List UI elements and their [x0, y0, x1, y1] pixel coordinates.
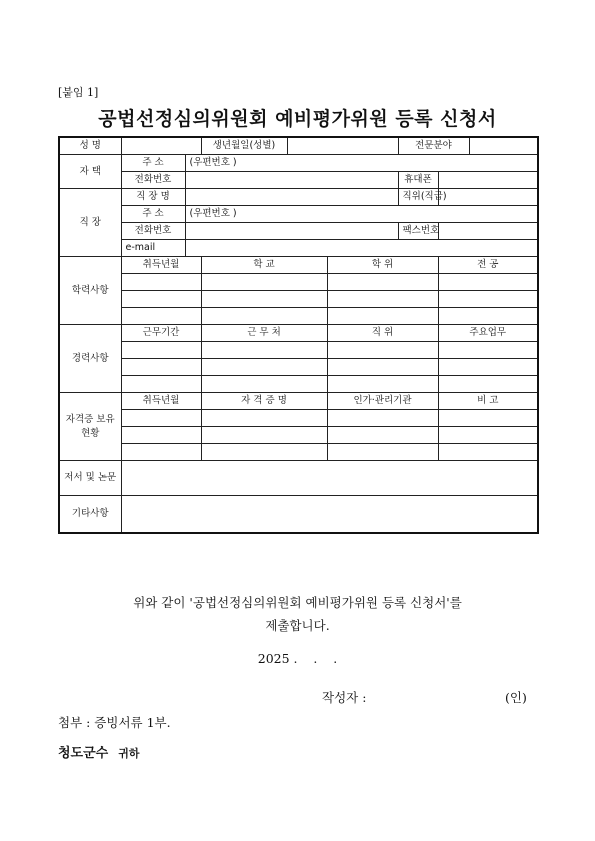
career-header-duties: 주요업무 [438, 325, 538, 342]
work-address-label: 주 소 [121, 206, 185, 223]
mobile-label: 휴대폰 [398, 172, 438, 189]
education-cell[interactable] [438, 274, 538, 291]
career-cell[interactable] [121, 342, 201, 359]
education-header-date: 취득년월 [121, 257, 201, 274]
education-cell[interactable] [201, 308, 327, 325]
papers-label: 저서 및 논문 [59, 461, 121, 496]
license-row [59, 444, 538, 461]
work-address-field[interactable]: (우편번호 ) [185, 206, 538, 223]
license-header-date: 취득년월 [121, 393, 201, 410]
papers-field[interactable] [121, 461, 538, 496]
education-header-degree: 학 위 [327, 257, 438, 274]
career-cell[interactable] [201, 359, 327, 376]
declaration-line-2: 제출합니다. [265, 618, 330, 633]
education-cell[interactable] [327, 274, 438, 291]
position-field[interactable] [438, 189, 538, 206]
career-cell[interactable] [438, 376, 538, 393]
career-row [59, 359, 538, 376]
career-header-employer: 근 무 처 [201, 325, 327, 342]
workplace-field[interactable] [185, 189, 398, 206]
license-header-name: 자 격 증 명 [201, 393, 327, 410]
work-phone-field[interactable] [185, 223, 398, 240]
fax-field[interactable] [438, 223, 538, 240]
license-cell[interactable] [438, 444, 538, 461]
enclosure-note: 첨부 : 증빙서류 1부. [58, 715, 171, 730]
career-cell[interactable] [121, 359, 201, 376]
home-phone-label: 전화번호 [121, 172, 185, 189]
education-cell[interactable] [201, 291, 327, 308]
position-label: 직위(직급) [398, 189, 438, 206]
education-row [59, 291, 538, 308]
license-cell[interactable] [438, 410, 538, 427]
education-header-school: 학 교 [201, 257, 327, 274]
career-cell[interactable] [327, 376, 438, 393]
home-phone-field[interactable] [185, 172, 398, 189]
career-row [59, 342, 538, 359]
education-cell[interactable] [438, 308, 538, 325]
license-cell[interactable] [121, 410, 201, 427]
work-section-label: 직 장 [59, 189, 121, 257]
license-cell[interactable] [327, 444, 438, 461]
license-row [59, 427, 538, 444]
etc-label: 기타사항 [59, 496, 121, 534]
submission-date: 2025 . . . [257, 651, 338, 666]
work-phone-label: 전화번호 [121, 223, 185, 240]
career-cell[interactable] [438, 359, 538, 376]
license-section-label: 자격증 보유현황 [59, 393, 121, 461]
career-cell[interactable] [121, 376, 201, 393]
birth-field[interactable] [287, 137, 398, 155]
education-cell[interactable] [121, 308, 201, 325]
declaration-line-1: 위와 같이 '공법선정심의위원회 예비평가위원 등록 신청서'를 [133, 595, 462, 610]
license-cell[interactable] [121, 444, 201, 461]
education-cell[interactable] [327, 308, 438, 325]
license-cell[interactable] [121, 427, 201, 444]
mobile-field[interactable] [438, 172, 538, 189]
career-cell[interactable] [201, 376, 327, 393]
license-header-authority: 인가·관리기관 [327, 393, 438, 410]
recipient-honorific: 귀하 [118, 747, 140, 760]
recipient [58, 742, 140, 761]
birth-label: 생년월일(성별) [201, 137, 287, 155]
email-field[interactable] [185, 240, 538, 257]
education-row [59, 308, 538, 325]
field-value[interactable] [469, 137, 538, 155]
attachment-label: [붙임 1] [58, 86, 99, 99]
home-section-label: 자 택 [59, 155, 121, 189]
career-section-label: 경력사항 [59, 325, 121, 393]
career-cell[interactable] [438, 342, 538, 359]
education-header-major: 전 공 [438, 257, 538, 274]
license-row [59, 410, 538, 427]
career-cell[interactable] [201, 342, 327, 359]
education-row [59, 274, 538, 291]
career-cell[interactable] [327, 342, 438, 359]
license-cell[interactable] [201, 444, 327, 461]
education-cell[interactable] [327, 291, 438, 308]
education-section-label: 학력사항 [59, 257, 121, 325]
name-field[interactable] [121, 137, 201, 155]
name-label: 성 명 [59, 137, 121, 155]
application-form-table [58, 136, 539, 534]
fax-label: 팩스번호 [398, 223, 438, 240]
education-cell[interactable] [121, 274, 201, 291]
license-cell[interactable] [201, 410, 327, 427]
education-cell[interactable] [121, 291, 201, 308]
education-cell[interactable] [438, 291, 538, 308]
license-cell[interactable] [201, 427, 327, 444]
education-cell[interactable] [201, 274, 327, 291]
career-header-period: 근무기간 [121, 325, 201, 342]
email-label: e-mail [121, 240, 185, 257]
field-label: 전문분야 [398, 137, 469, 155]
author-label: 작성자 : [322, 690, 367, 705]
seal-mark: (인) [505, 690, 527, 705]
home-address-field[interactable]: (우편번호 ) [185, 155, 538, 172]
license-cell[interactable] [327, 410, 438, 427]
license-header-note: 비 고 [438, 393, 538, 410]
recipient-name: 청도군수 [58, 746, 109, 761]
career-cell[interactable] [327, 359, 438, 376]
career-header-position: 직 위 [327, 325, 438, 342]
etc-field[interactable] [121, 496, 538, 534]
home-address-label: 주 소 [121, 155, 185, 172]
career-row [59, 376, 538, 393]
workplace-label: 직 장 명 [121, 189, 185, 206]
license-cell[interactable] [327, 427, 438, 444]
form-title: 공법선정심의위원회 예비평가위원 등록 신청서 [98, 108, 497, 130]
license-cell[interactable] [438, 427, 538, 444]
